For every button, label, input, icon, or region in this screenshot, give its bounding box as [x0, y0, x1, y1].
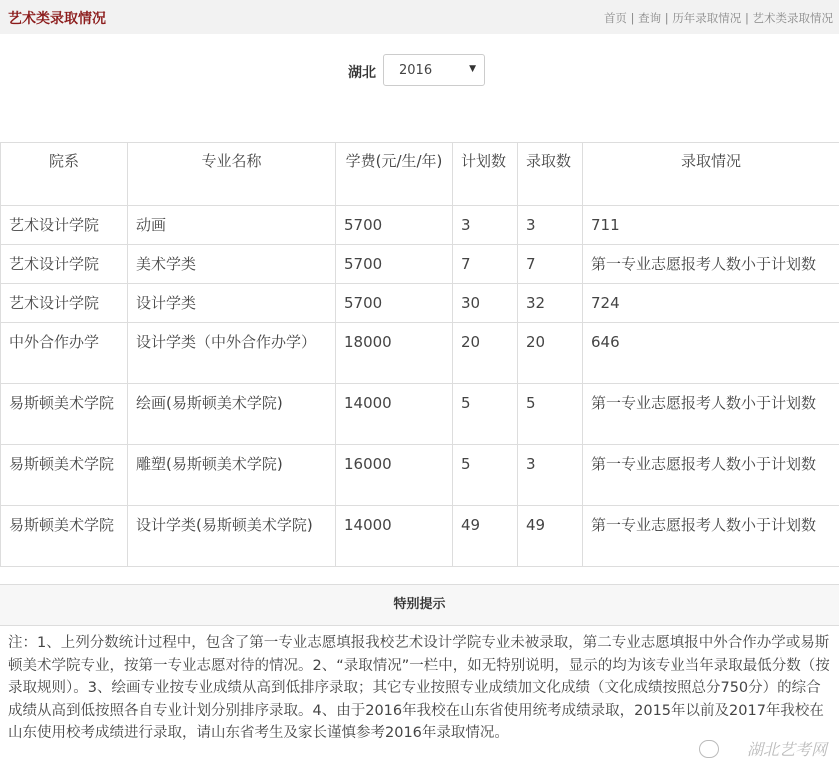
province-label: 湖北 [348, 65, 376, 81]
cell-tuition: 5700 [336, 206, 453, 245]
breadcrumb-current: 艺术类录取情况 [752, 11, 833, 25]
header-major: 专业名称 [128, 143, 336, 206]
table-row [1, 245, 839, 284]
year-select-value: 2016 [399, 63, 433, 78]
cell-status: 646 [583, 323, 839, 384]
cell-plan: 5 [453, 445, 518, 506]
cell-major: 雕塑(易斯顿美术学院) [128, 445, 336, 506]
cell-major: 设计学类（中外合作办学） [128, 323, 336, 384]
cell-department: 易斯顿美术学院 [1, 506, 128, 567]
cell-admitted: 7 [518, 245, 583, 284]
cell-plan: 7 [453, 245, 518, 284]
table-row [1, 206, 839, 245]
wechat-icon [699, 740, 719, 758]
cell-status: 711 [583, 206, 839, 245]
cell-status: 第一专业志愿报考人数小于计划数 [583, 445, 839, 506]
cell-major: 绘画(易斯顿美术学院) [128, 384, 336, 445]
cell-major: 动画 [128, 206, 336, 245]
cell-department: 艺术设计学院 [1, 245, 128, 284]
cell-tuition: 16000 [336, 445, 453, 506]
cell-status: 724 [583, 284, 839, 323]
page-title: 艺术类录取情况 [8, 11, 106, 27]
breadcrumb-query-link[interactable]: 查询 [638, 11, 662, 25]
filter-bar [0, 54, 839, 88]
notice-title: 特别提示 [0, 585, 839, 626]
cell-plan: 3 [453, 206, 518, 245]
table-row [1, 506, 839, 567]
page-header [0, 0, 839, 34]
cell-major: 设计学类(易斯顿美术学院) [128, 506, 336, 567]
cell-admitted: 3 [518, 445, 583, 506]
cell-status: 第一专业志愿报考人数小于计划数 [583, 245, 839, 284]
cell-admitted: 3 [518, 206, 583, 245]
breadcrumb-history-link[interactable]: 历年录取情况 [672, 11, 742, 25]
cell-major: 美术学类 [128, 245, 336, 284]
cell-admitted: 32 [518, 284, 583, 323]
cell-major: 设计学类 [128, 284, 336, 323]
cell-admitted: 49 [518, 506, 583, 567]
watermark: 湖北艺考网 [746, 740, 827, 759]
cell-plan: 30 [453, 284, 518, 323]
cell-status: 第一专业志愿报考人数小于计划数 [583, 384, 839, 445]
header-plan: 计划数 [453, 143, 518, 206]
cell-tuition: 14000 [336, 506, 453, 567]
cell-department: 艺术设计学院 [1, 284, 128, 323]
cell-plan: 20 [453, 323, 518, 384]
notice-body: 注：1、上列分数统计过程中，包含了第一专业志愿填报我校艺术设计学院专业未被录取，第二专业志愿填报中外合作办学或易斯顿美术学院专业，按第一专业志愿对待的情况。2、“录取情况”一栏中，如无特别说明，显示的均为该专业当年录取最低分数（按录取规则）。3、绘画专业按专业成绩从高到低排序录取；其它专业按照专业成绩加文化成绩（文化成绩按照总分750分）的综合成绩从高到低按照各自专业计划分别排序录取。4、由于2016年我校在山东省使用统考成绩录取，2015年以前及2017年我校在山东使用校考成绩进行录取，请山东省考生及家长谨慎参考2016年录取情况。 [8, 635, 830, 741]
special-notice [0, 584, 839, 745]
header-department: 院系 [1, 143, 128, 206]
table-row [1, 323, 839, 384]
cell-plan: 5 [453, 384, 518, 445]
cell-department: 易斯顿美术学院 [1, 384, 128, 445]
year-select[interactable] [383, 54, 485, 86]
cell-tuition: 18000 [336, 323, 453, 384]
cell-status: 第一专业志愿报考人数小于计划数 [583, 506, 839, 567]
cell-tuition: 5700 [336, 284, 453, 323]
header-admitted: 录取数 [518, 143, 583, 206]
table-row [1, 284, 839, 323]
cell-admitted: 20 [518, 323, 583, 384]
cell-department: 艺术设计学院 [1, 206, 128, 245]
admission-table [0, 142, 839, 567]
breadcrumb-home-link[interactable]: 首页 [603, 11, 627, 25]
breadcrumb: 首页 | 查询 | 历年录取情况 | 艺术类录取情况 [603, 11, 833, 25]
table-row [1, 445, 839, 506]
table-row [1, 384, 839, 445]
table-header-row [1, 143, 839, 206]
cell-admitted: 5 [518, 384, 583, 445]
header-status: 录取情况 [583, 143, 839, 206]
cell-department: 易斯顿美术学院 [1, 445, 128, 506]
cell-tuition: 5700 [336, 245, 453, 284]
header-tuition: 学费(元/生/年) [336, 143, 453, 206]
cell-department: 中外合作办学 [1, 323, 128, 384]
chevron-down-icon: ▼ [469, 64, 476, 74]
cell-tuition: 14000 [336, 384, 453, 445]
cell-plan: 49 [453, 506, 518, 567]
